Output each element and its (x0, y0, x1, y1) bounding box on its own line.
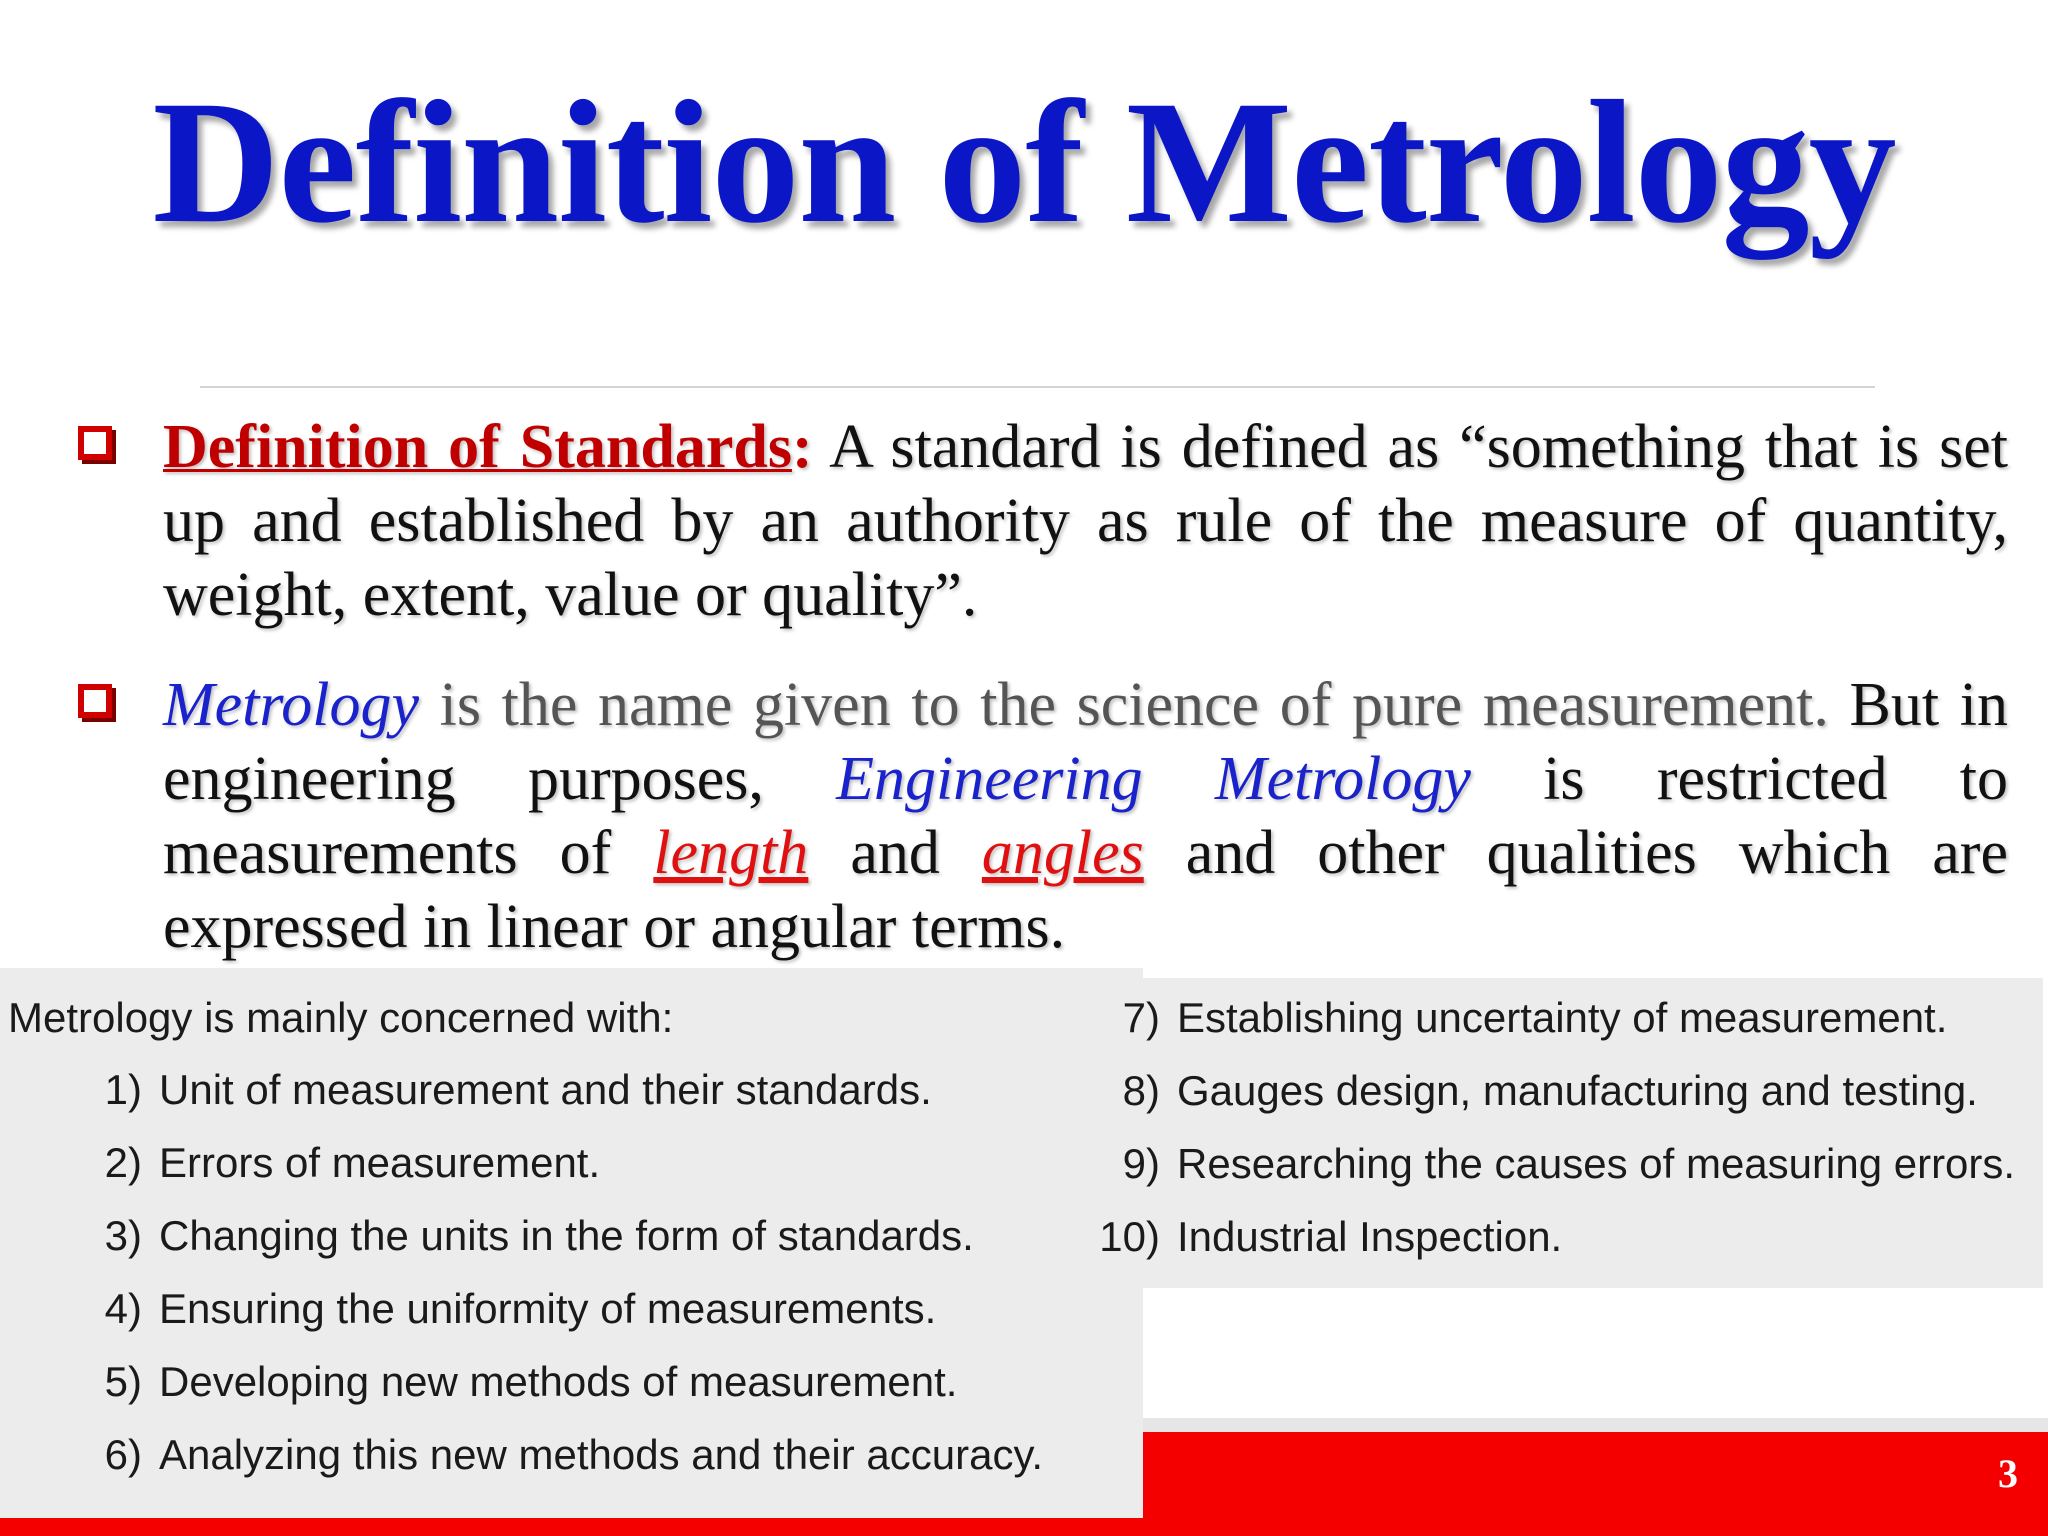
list-item-text: Researching the causes of measuring errors. (1177, 1140, 2016, 1187)
bullet-body-part: is the name given to the science of pure measurement. (418, 671, 1829, 739)
checkbox-bullet-icon (78, 426, 112, 460)
list-item-number: 6) (104, 1431, 142, 1478)
list-item-number: 7) (1122, 994, 1160, 1041)
scan-lead-text: Metrology is mainly concerned with: (8, 994, 674, 1041)
bullet-definition-of-standards (78, 410, 2008, 632)
list-item-number: 2) (104, 1139, 142, 1186)
bullet-heading: Definition of Standards (163, 413, 792, 481)
bullet-body-part: and (808, 819, 982, 887)
title-divider (200, 386, 1875, 388)
list-item-number: 9) (1122, 1140, 1160, 1187)
list-item-text: Gauges design, manufacturing and testing. (1177, 1067, 1978, 1114)
list-item-text: Developing new methods of measurement. (159, 1358, 958, 1405)
list-item-text: Analyzing this new methods and their accuracy. (159, 1431, 1044, 1478)
term-metrology: Metrology (163, 671, 419, 739)
list-item-text: Establishing uncertainty of measurement. (1177, 994, 1948, 1041)
list-item-number: 1) (104, 1066, 142, 1113)
list-item-number: 5) (104, 1358, 142, 1405)
bullet-heading-colon: : (791, 413, 813, 481)
footer-bottom-strip (0, 1518, 2048, 1536)
bullet-body: A standard is defined as “something that is set up and established by an authority as rule of the measure of quantity, weight, extent, value or quality”. (163, 413, 2008, 629)
list-item-text: Changing the units in the form of standards. (159, 1212, 974, 1259)
term-length: length (653, 819, 809, 887)
list-item-text: Errors of measurement. (159, 1139, 601, 1186)
list-item-number: 10) (1099, 1213, 1160, 1260)
bullet-text (163, 410, 2008, 632)
term-angles: angles (981, 819, 1144, 887)
bullet-body-part: and other qualities which are expressed in linear or angular terms. (163, 819, 2008, 961)
list-item-text: Ensuring the uniformity of measurements. (159, 1285, 937, 1332)
checkbox-bullet-icon (78, 684, 112, 718)
scanned-list-image-right (1090, 978, 2043, 1288)
footer-band (1143, 1418, 2048, 1432)
slide-title: Definition of Metrology (152, 65, 1896, 260)
bullet-metrology (78, 668, 2008, 964)
bullet-body-part: is restricted to measurements of (163, 745, 2009, 887)
list-item-text: Unit of measurement and their standards. (159, 1066, 932, 1113)
footer-bar (1143, 1432, 2048, 1518)
list-item-number: 3) (104, 1212, 142, 1259)
scanned-list-image-left (0, 968, 1143, 1523)
bullet-body-part: But in engineering purposes, (163, 671, 2008, 813)
term-engineering-metrology: Engineering Metrology (836, 745, 1471, 813)
list-item-text: Industrial Inspection. (1177, 1213, 1563, 1260)
list-item-number: 4) (104, 1285, 142, 1332)
list-item-number: 8) (1122, 1067, 1160, 1114)
page-number: 3 (1998, 1451, 2018, 1496)
bullet-text (163, 668, 2008, 964)
